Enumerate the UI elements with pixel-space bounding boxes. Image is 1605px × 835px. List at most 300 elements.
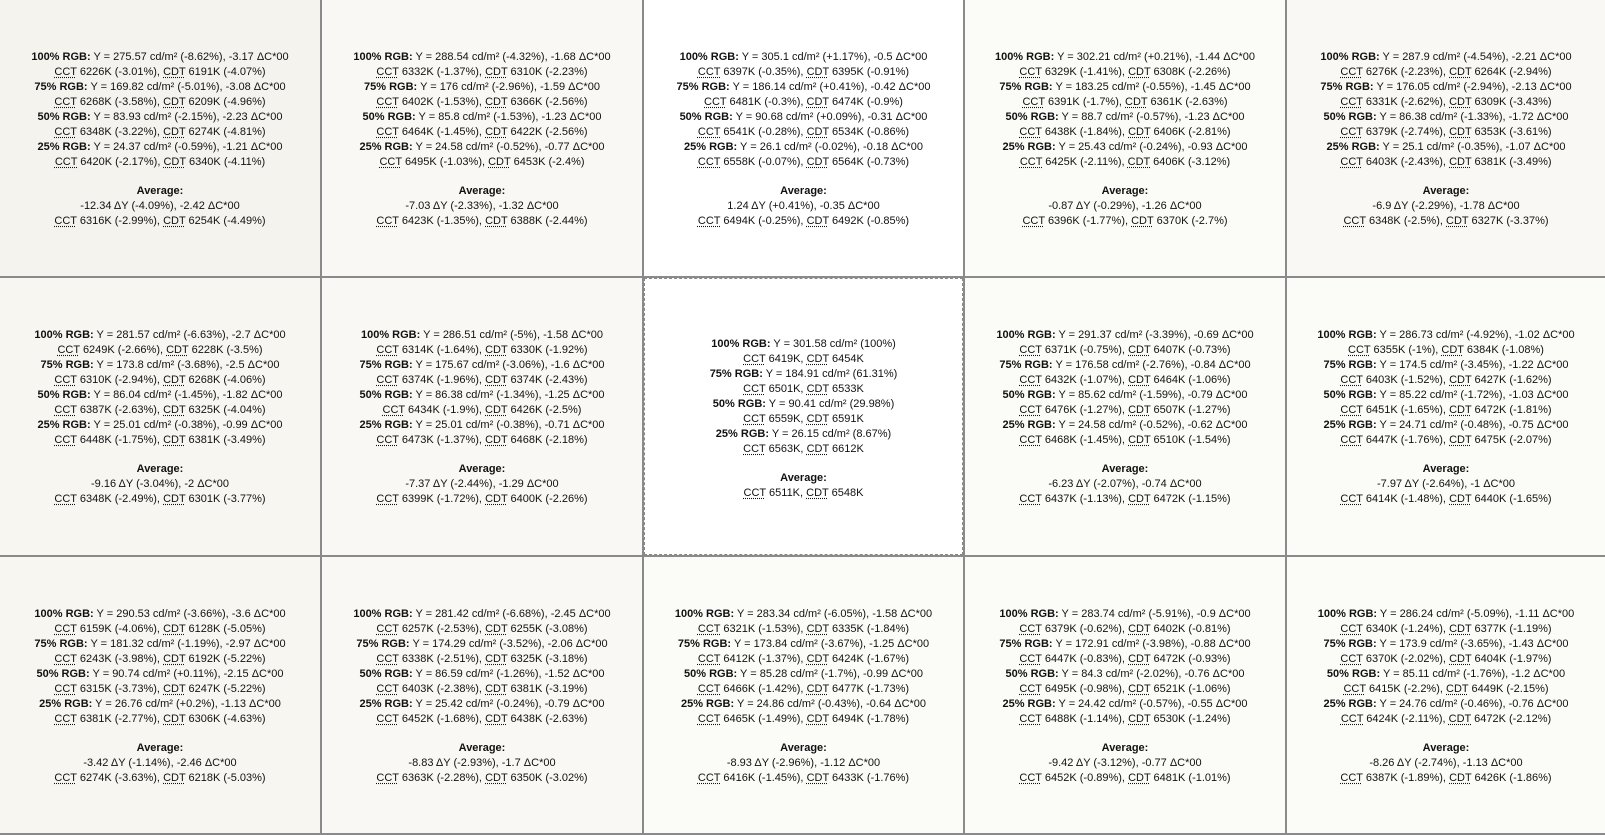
cdt-abbr: CDT — [1449, 772, 1472, 784]
cdt-abbr: CDT — [1128, 374, 1151, 386]
average-cct-value: 6414K (-1.48%), — [1365, 493, 1446, 505]
average-cct-value: 6387K (-1.89%), — [1365, 772, 1446, 784]
luminance-line — [39, 697, 281, 712]
measurement-cell — [322, 0, 642, 276]
cct-abbr: CCT — [376, 96, 399, 108]
average-temperature-line — [376, 214, 587, 229]
cdt-abbr: CDT — [1128, 493, 1151, 505]
cdt-abbr: CDT — [1441, 344, 1464, 356]
temperature-line — [1340, 125, 1551, 140]
cdt-abbr: CDT — [485, 374, 508, 386]
luminance-value: Y = 281.57 cd/m² (-6.63%), -2.7 ΔC*00 — [96, 329, 286, 341]
luminance-value: Y = 173.84 cd/m² (-3.67%), -1.25 ΔC*00 — [733, 638, 930, 650]
luminance-value: Y = 24.37 cd/m² (-0.59%), -1.21 ΔC*00 — [93, 141, 283, 153]
average-delta: -6.23 ΔY (-2.07%), -0.74 ΔC*00 — [1048, 478, 1202, 490]
level-label: 75% RGB: — [1323, 638, 1377, 650]
luminance-value: Y = 286.24 cd/m² (-5.09%), -1.11 ΔC*00 — [1379, 608, 1575, 620]
level-label: 50% RGB: — [36, 668, 90, 680]
temperature-line — [376, 95, 587, 110]
level-label: 100% RGB: — [996, 329, 1056, 341]
level-label: 25% RGB: — [1323, 419, 1377, 431]
cct-abbr: CCT — [697, 713, 721, 725]
level-label: 100% RGB: — [674, 608, 735, 620]
luminance-value: Y = 25.1 cd/m² (-0.35%), -1.07 ΔC*00 — [1382, 141, 1566, 153]
temperature-line — [1019, 622, 1230, 637]
cdt-value: 6192K (-5.22%) — [188, 653, 266, 665]
cdt-abbr: CDT — [1128, 623, 1151, 635]
luminance-line — [359, 697, 604, 712]
average-cdt-value: 6426K (-1.86%) — [1474, 772, 1552, 784]
cct-abbr: CCT — [54, 404, 77, 416]
cdt-value: 6472K (-1.81%) — [1474, 404, 1552, 416]
average-heading: Average: — [1101, 463, 1149, 475]
cdt-abbr: CDT — [485, 66, 508, 78]
average-heading: Average: — [458, 463, 506, 475]
cct-abbr: CCT — [1019, 713, 1042, 725]
luminance-line — [680, 50, 928, 65]
luminance-value: Y = 26.1 cd/m² (-0.02%), -0.18 ΔC*00 — [740, 141, 923, 153]
cct-abbr: CCT — [1340, 66, 1363, 78]
cdt-abbr: CDT — [485, 215, 508, 227]
cct-abbr: CCT — [376, 126, 399, 138]
temperature-line — [376, 682, 587, 697]
cdt-abbr: CDT — [1446, 683, 1469, 695]
cct-abbr: CCT — [1019, 404, 1042, 416]
luminance-line — [1002, 418, 1247, 433]
cdt-abbr: CDT — [1449, 653, 1472, 665]
luminance-value: Y = 25.01 cd/m² (-0.38%), -0.71 ΔC*00 — [415, 419, 605, 431]
cdt-value: 6468K (-2.18%) — [510, 434, 588, 446]
cct-abbr: CCT — [54, 374, 77, 386]
average-delta: -3.42 ΔY (-1.14%), -2.46 ΔC*00 — [83, 757, 237, 769]
level-label: 100% RGB: — [34, 608, 94, 620]
average-cct-value: 6423K (-1.35%), — [401, 215, 482, 227]
cct-abbr: CCT — [1343, 683, 1366, 695]
luminance-value: Y = 286.51 cd/m² (-5%), -1.58 ΔC*00 — [423, 329, 604, 341]
cct-value: 6559K, — [768, 413, 804, 425]
measurement-cell — [644, 0, 963, 276]
cct-value: 6331K (-2.62%), — [1365, 96, 1446, 108]
luminance-line — [684, 667, 923, 682]
luminance-line — [34, 328, 285, 343]
cct-value: 6159K (-4.06%), — [79, 623, 160, 635]
luminance-line — [1323, 110, 1568, 125]
cdt-value: 6128K (-5.05%) — [188, 623, 266, 635]
cdt-abbr: CDT — [163, 493, 186, 505]
cct-abbr: CCT — [1019, 683, 1042, 695]
temperature-line — [376, 433, 587, 448]
average-temperature-line — [1340, 492, 1551, 507]
luminance-value: Y = 24.58 cd/m² (-0.52%), -0.77 ΔC*00 — [415, 141, 605, 153]
cct-value: 6403K (-2.43%), — [1365, 156, 1446, 168]
cdt-value: 6330K (-1.92%) — [510, 344, 588, 356]
cct-value: 6403K (-1.52%), — [1365, 374, 1446, 386]
luminance-line — [353, 50, 610, 65]
luminance-value: Y = 83.93 cd/m² (-2.15%), -2.23 ΔC*00 — [93, 111, 283, 123]
cct-abbr: CCT — [697, 126, 721, 138]
cct-abbr: CCT — [1343, 215, 1366, 227]
level-label: 75% RGB: — [359, 359, 413, 371]
level-label: 25% RGB: — [359, 141, 413, 153]
average-temperature-line — [376, 771, 587, 786]
level-label: 75% RGB: — [1320, 81, 1374, 93]
cdt-value: 6381K (-3.19%) — [510, 683, 588, 695]
luminance-value: Y = 283.34 cd/m² (-6.05%), -1.58 ΔC*00 — [736, 608, 933, 620]
luminance-value: Y = 86.38 cd/m² (-1.34%), -1.25 ΔC*00 — [415, 389, 605, 401]
average-delta: -0.87 ΔY (-0.29%), -1.26 ΔC*00 — [1048, 200, 1202, 212]
cct-value: 6464K (-1.45%), — [401, 126, 482, 138]
measurement-cell — [0, 278, 320, 555]
cdt-value: 6325K (-3.18%) — [510, 653, 588, 665]
cct-abbr: CCT — [697, 772, 721, 784]
cct-value: 6355K (-1%), — [1373, 344, 1439, 356]
luminance-value: Y = 26.76 cd/m² (+0.2%), -1.13 ΔC*00 — [95, 698, 281, 710]
cdt-value: 6384K (-1.08%) — [1466, 344, 1544, 356]
luminance-line — [34, 80, 285, 95]
luminance-value: Y = 287.9 cd/m² (-4.54%), -2.21 ΔC*00 — [1382, 51, 1572, 63]
cct-value: 6488K (-1.14%), — [1044, 713, 1125, 725]
cdt-value: 6374K (-2.43%) — [510, 374, 588, 386]
temperature-line — [376, 65, 587, 80]
cdt-abbr: CDT — [806, 772, 829, 784]
level-label: 75% RGB: — [676, 81, 730, 93]
cct-abbr: CCT — [1019, 434, 1042, 446]
temperature-line — [55, 155, 265, 170]
luminance-line — [356, 637, 607, 652]
cdt-value: 6422K (-2.56%) — [510, 126, 588, 138]
cdt-value: 6404K (-1.97%) — [1474, 653, 1552, 665]
cdt-abbr: CDT — [485, 344, 508, 356]
cdt-abbr: CDT — [1128, 772, 1151, 784]
cct-value: 6387K (-2.63%), — [79, 404, 160, 416]
luminance-line — [36, 667, 283, 682]
cct-value: 6371K (-0.75%), — [1044, 344, 1125, 356]
level-label: 100% RGB: — [360, 329, 421, 341]
cct-abbr: CCT — [1340, 772, 1363, 784]
cct-value: 6381K (-2.77%), — [79, 713, 160, 725]
cdt-value: 6426K (-2.5%) — [510, 404, 582, 416]
luminance-line — [1006, 667, 1245, 682]
temperature-line — [1340, 622, 1551, 637]
average-cdt-value: 6218K (-5.03%) — [188, 772, 266, 784]
luminance-value: Y = 275.57 cd/m² (-8.62%), -3.17 ΔC*00 — [93, 51, 289, 63]
level-label: 50% RGB: — [1005, 668, 1059, 680]
cct-abbr: CCT — [54, 683, 77, 695]
cct-value: 6558K (-0.07%), — [723, 156, 804, 168]
cdt-value: 6510K (-1.54%) — [1153, 434, 1231, 446]
temperature-line — [698, 682, 909, 697]
cdt-value: 6228K (-3.5%) — [191, 344, 263, 356]
luminance-line — [1323, 358, 1568, 373]
cdt-abbr: CDT — [1127, 156, 1151, 168]
luminance-value: Y = 26.15 cd/m² (8.67%) — [771, 428, 892, 440]
level-label: 75% RGB: — [999, 81, 1053, 93]
average-delta: -6.9 ΔY (-2.29%), -1.78 ΔC*00 — [1372, 200, 1520, 212]
cdt-abbr: CDT — [806, 215, 829, 227]
cdt-abbr: CDT — [163, 404, 186, 416]
temperature-line — [376, 125, 587, 140]
luminance-value: Y = 176.58 cd/m² (-2.76%), -0.84 ΔC*00 — [1055, 359, 1251, 371]
cct-abbr: CCT — [743, 487, 766, 499]
level-label: 25% RGB: — [1002, 698, 1056, 710]
luminance-value: Y = 24.86 cd/m² (-0.43%), -0.64 ΔC*00 — [737, 698, 927, 710]
luminance-value: Y = 85.8 cd/m² (-1.53%), -1.23 ΔC*00 — [418, 111, 602, 123]
cct-value: 6419K, — [768, 353, 804, 365]
level-label: 50% RGB: — [1002, 389, 1056, 401]
cct-value: 6391K (-1.7%), — [1047, 96, 1122, 108]
cdt-value: 6353K (-3.61%) — [1474, 126, 1552, 138]
cdt-abbr: CDT — [806, 623, 829, 635]
cct-value: 6249K (-2.66%), — [82, 344, 164, 356]
level-label: 75% RGB: — [999, 359, 1053, 371]
cdt-abbr: CDT — [163, 156, 186, 168]
level-label: 100% RGB: — [34, 329, 94, 341]
level-label: 50% RGB: — [679, 111, 733, 123]
cdt-value: 6268K (-4.06%) — [188, 374, 266, 386]
luminance-value: Y = 24.76 cd/m² (-0.46%), -0.76 ΔC*00 — [1379, 698, 1569, 710]
luminance-line — [716, 427, 891, 442]
average-heading: Average: — [458, 185, 506, 197]
luminance-value: Y = 172.91 cd/m² (-3.98%), -0.88 ΔC*00 — [1055, 638, 1251, 650]
cct-value: 6481K (-0.3%), — [729, 96, 804, 108]
average-delta: -12.34 ΔY (-4.09%), -2.42 ΔC*00 — [80, 200, 240, 212]
cct-value: 6329K (-1.41%), — [1044, 66, 1125, 78]
cdt-abbr: CDT — [1449, 404, 1472, 416]
luminance-line — [37, 140, 282, 155]
level-label: 100% RGB: — [1317, 329, 1377, 341]
cct-abbr: CCT — [376, 493, 399, 505]
luminance-value: Y = 85.28 cd/m² (-1.7%), -0.99 ΔC*00 — [740, 668, 923, 680]
temperature-line — [1340, 95, 1551, 110]
measurement-cell — [1287, 0, 1605, 276]
cdt-abbr: CDT — [1128, 404, 1151, 416]
measurement-cell — [1287, 557, 1605, 833]
temperature-line — [1019, 373, 1230, 388]
temperature-line — [1019, 433, 1230, 448]
luminance-line — [710, 367, 898, 382]
cdt-abbr: CDT — [163, 374, 186, 386]
temperature-line — [379, 155, 584, 170]
cdt-value: 6533K — [832, 383, 864, 395]
temperature-line — [376, 622, 587, 637]
cct-abbr: CCT — [54, 66, 77, 78]
cdt-value: 6427K (-1.62%) — [1474, 374, 1552, 386]
luminance-value: Y = 25.01 cd/m² (-0.38%), -0.99 ΔC*00 — [93, 419, 283, 431]
cdt-value: 6191K (-4.07%) — [188, 66, 266, 78]
average-temperature-line — [54, 214, 265, 229]
cdt-value: 6406K (-3.12%) — [1153, 156, 1231, 168]
cct-abbr: CCT — [1340, 404, 1363, 416]
cdt-abbr: CDT — [806, 443, 829, 455]
cdt-value: 6564K (-0.73%) — [832, 156, 910, 168]
cct-value: 6338K (-2.51%), — [401, 653, 482, 665]
cdt-abbr: CDT — [163, 434, 186, 446]
cct-value: 6447K (-1.76%), — [1365, 434, 1446, 446]
temperature-line — [376, 712, 587, 727]
average-temperature-line — [1022, 214, 1227, 229]
luminance-line — [359, 140, 604, 155]
cdt-abbr: CDT — [1128, 683, 1151, 695]
level-label: 100% RGB: — [353, 51, 413, 63]
cct-abbr: CCT — [1019, 374, 1042, 386]
cdt-value: 6424K (-1.67%) — [832, 653, 910, 665]
luminance-line — [1323, 637, 1568, 652]
level-label: 75% RGB: — [999, 638, 1053, 650]
cct-abbr: CCT — [697, 683, 721, 695]
cct-value: 6473K (-1.37%), — [401, 434, 482, 446]
luminance-line — [37, 418, 282, 433]
cct-abbr: CCT — [1019, 653, 1042, 665]
cct-abbr: CCT — [697, 156, 721, 168]
cdt-value: 6521K (-1.06%) — [1153, 683, 1231, 695]
cct-abbr: CCT — [1019, 493, 1042, 505]
temperature-line — [1019, 65, 1230, 80]
cct-abbr: CCT — [382, 404, 405, 416]
cdt-abbr: CDT — [1446, 215, 1469, 227]
temperature-line — [376, 652, 587, 667]
cct-abbr: CCT — [1340, 434, 1363, 446]
average-heading: Average: — [136, 185, 184, 197]
measurement-cell — [965, 557, 1285, 833]
cdt-abbr: CDT — [806, 156, 829, 168]
luminance-value: Y = 173.8 cd/m² (-3.68%), -2.5 ΔC*00 — [96, 359, 280, 371]
temperature-line — [57, 343, 262, 358]
luminance-line — [1002, 697, 1247, 712]
cdt-abbr: CDT — [163, 96, 186, 108]
cct-abbr: CCT — [376, 434, 399, 446]
cct-value: 6541K (-0.28%), — [723, 126, 804, 138]
level-label: 50% RGB: — [1323, 111, 1377, 123]
cct-value: 6412K (-1.37%), — [723, 653, 804, 665]
cdt-value: 6310K (-2.23%) — [510, 66, 588, 78]
reference-cell — [644, 278, 963, 555]
temperature-line — [54, 373, 265, 388]
cdt-value: 6534K (-0.86%) — [832, 126, 910, 138]
cdt-value: 6340K (-4.11%) — [188, 156, 266, 168]
cdt-abbr: CDT — [1125, 96, 1148, 108]
luminance-line — [31, 50, 288, 65]
measurement-cell — [965, 278, 1285, 555]
cdt-value: 6247K (-5.22%) — [188, 683, 266, 695]
level-label: 25% RGB: — [1002, 419, 1056, 431]
cct-abbr: CCT — [1019, 126, 1042, 138]
cct-value: 6370K (-2.02%), — [1365, 653, 1446, 665]
average-heading: Average: — [136, 742, 184, 754]
temperature-line — [698, 65, 909, 80]
cct-abbr: CCT — [379, 156, 402, 168]
level-label: 50% RGB: — [1005, 111, 1059, 123]
average-cdt-value: 6327K (-3.37%) — [1471, 215, 1549, 227]
cct-abbr: CCT — [54, 96, 77, 108]
cct-value: 6402K (-1.53%), — [401, 96, 482, 108]
average-delta: -9.42 ΔY (-3.12%), -0.77 ΔC*00 — [1048, 757, 1202, 769]
luminance-line — [1006, 110, 1245, 125]
cdt-abbr: CDT — [1448, 713, 1472, 725]
cdt-value: 6335K (-1.84%) — [832, 623, 910, 635]
luminance-value: Y = 173.9 cd/m² (-3.65%), -1.43 ΔC*00 — [1379, 638, 1569, 650]
average-temperature-line — [698, 214, 909, 229]
cdt-value: 6325K (-4.04%) — [188, 404, 266, 416]
cct-value: 6276K (-2.23%), — [1365, 66, 1446, 78]
luminance-value: Y = 305.1 cd/m² (+1.17%), -0.5 ΔC*00 — [741, 51, 928, 63]
average-delta: -8.26 ΔY (-2.74%), -1.13 ΔC*00 — [1369, 757, 1523, 769]
level-label: 75% RGB: — [356, 638, 410, 650]
level-label: 75% RGB: — [34, 638, 88, 650]
luminance-line — [678, 637, 929, 652]
cdt-abbr: CDT — [806, 413, 829, 425]
luminance-line — [37, 388, 282, 403]
level-label: 100% RGB: — [31, 51, 91, 63]
temperature-line — [376, 373, 587, 388]
level-label: 50% RGB: — [359, 389, 413, 401]
luminance-value: Y = 24.71 cd/m² (-0.48%), -0.75 ΔC*00 — [1379, 419, 1569, 431]
measurement-cell — [965, 0, 1285, 276]
cdt-value: 6477K (-1.73%) — [832, 683, 910, 695]
cct-abbr: CCT — [376, 772, 399, 784]
cct-value: 6374K (-1.96%), — [401, 374, 482, 386]
luminance-line — [1323, 697, 1568, 712]
average-cct-value: 6363K (-2.28%), — [401, 772, 482, 784]
cdt-value: 6209K (-4.96%) — [188, 96, 266, 108]
temperature-line — [383, 403, 582, 418]
cdt-abbr: CDT — [1128, 713, 1151, 725]
level-label: 25% RGB: — [684, 141, 738, 153]
cdt-value: 6449K (-2.15%) — [1471, 683, 1549, 695]
level-label: 25% RGB: — [39, 698, 93, 710]
cct-value: 6310K (-2.94%), — [79, 374, 160, 386]
cct-abbr: CCT — [54, 434, 77, 446]
luminance-value: Y = 25.42 cd/m² (-0.24%), -0.79 ΔC*00 — [415, 698, 605, 710]
cdt-value: 6507K (-1.27%) — [1153, 404, 1231, 416]
level-label: 75% RGB: — [709, 368, 763, 380]
temperature-line — [54, 652, 265, 667]
cct-value: 6452K (-1.68%), — [401, 713, 482, 725]
cct-value: 6448K (-1.75%), — [79, 434, 160, 446]
cdt-value: 6472K (-2.12%) — [1474, 713, 1552, 725]
cdt-abbr: CDT — [806, 383, 829, 395]
cct-value: 6447K (-0.83%), — [1044, 653, 1125, 665]
cct-abbr: CCT — [1340, 653, 1363, 665]
level-label: 100% RGB: — [679, 51, 739, 63]
cct-abbr: CCT — [1340, 713, 1364, 725]
cdt-abbr: CDT — [806, 713, 829, 725]
cdt-abbr: CDT — [1449, 126, 1472, 138]
cdt-abbr: CDT — [806, 353, 829, 365]
temperature-line — [54, 622, 265, 637]
cct-value: 6397K (-0.35%), — [723, 66, 804, 78]
cdt-abbr: CDT — [163, 126, 186, 138]
temperature-line — [54, 65, 265, 80]
cct-abbr: CCT — [1019, 772, 1042, 784]
level-label: 50% RGB: — [359, 668, 413, 680]
cdt-abbr: CDT — [1131, 215, 1154, 227]
luminance-line — [680, 110, 928, 125]
luminance-value: Y = 181.32 cd/m² (-1.19%), -2.97 ΔC*00 — [90, 638, 286, 650]
temperature-line — [743, 442, 864, 457]
cct-abbr: CCT — [1022, 215, 1045, 227]
luminance-line — [34, 637, 285, 652]
temperature-line — [743, 412, 864, 427]
cct-abbr: CCT — [1340, 156, 1363, 168]
average-delta: -8.93 ΔY (-2.96%), -1.12 ΔC*00 — [726, 757, 881, 769]
average-delta: -7.97 ΔY (-2.64%), -1 ΔC*00 — [1377, 478, 1515, 490]
cdt-abbr: CDT — [1128, 434, 1151, 446]
average-cdt-value: 6254K (-4.49%) — [188, 215, 266, 227]
cdt-abbr: CDT — [1128, 653, 1151, 665]
luminance-line — [1317, 328, 1574, 343]
measurement-cell — [644, 557, 963, 833]
luminance-value: Y = 25.43 cd/m² (-0.24%), -0.93 ΔC*00 — [1058, 141, 1248, 153]
